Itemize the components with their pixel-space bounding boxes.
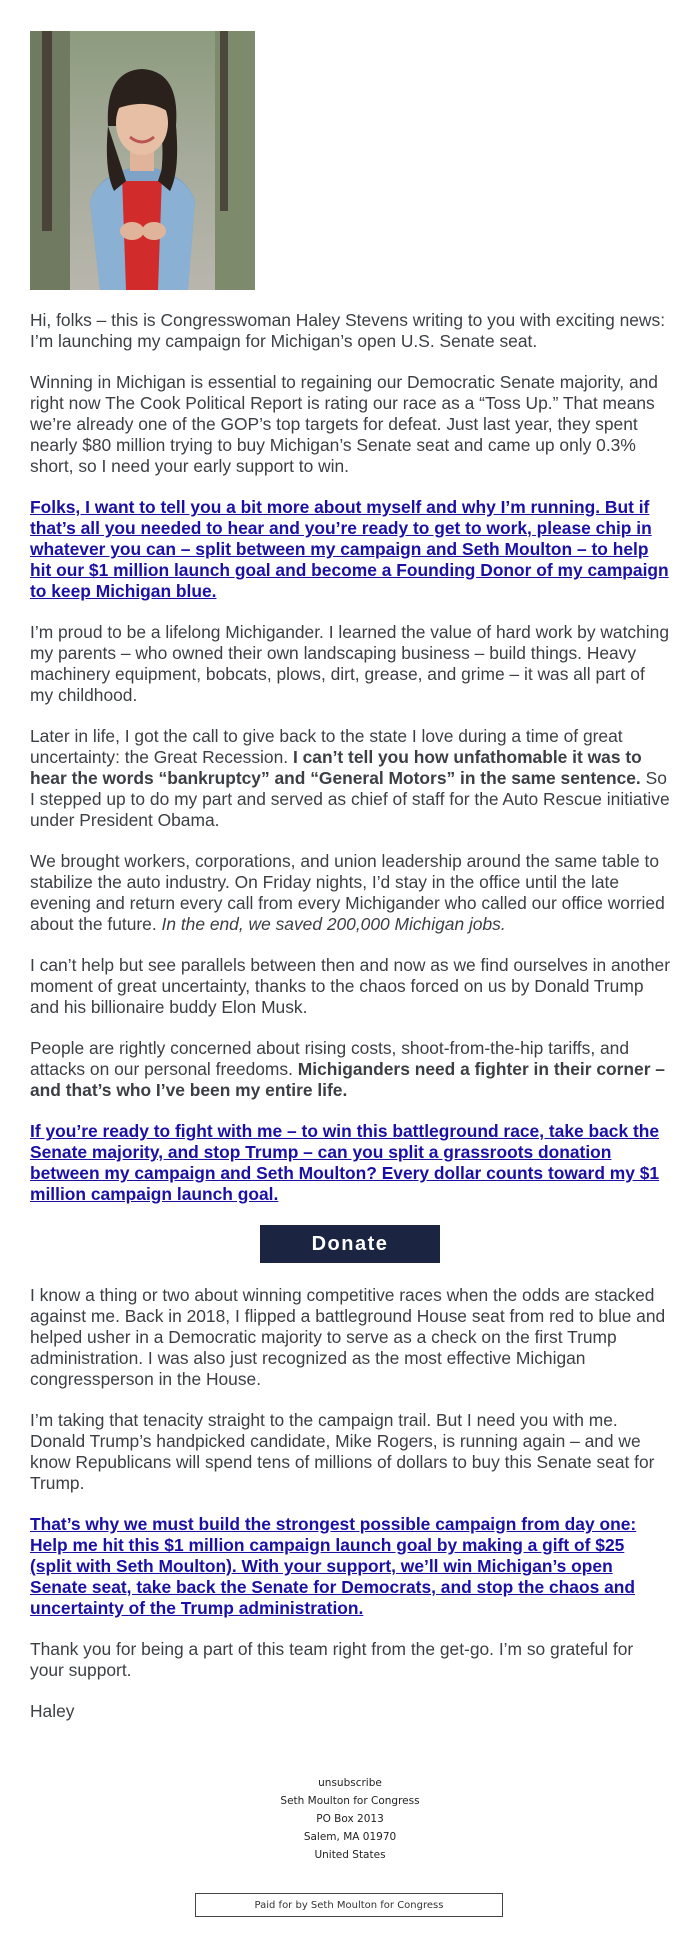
parallels-paragraph: I can’t help but see parallels between then and now as we find ourselves in another moment of great uncertainty, thanks to the chaos forced on us by Donald Trump and his billionaire buddy Elon Musk.: [30, 955, 670, 1017]
auto-industry-emphasis: In the end, we saved 200,000 Michigan jobs.: [161, 914, 506, 934]
footer-country: United States: [314, 1849, 386, 1861]
cta-link-grassroots-donation[interactable]: If you’re ready to fight with me – to win this battleground race, take back the Senate majority, and stop Trump – can you split a grassroots donation between my campaign and Seth Moulton? Every dollar counts toward my $1 million campaign launch goal.: [30, 1121, 660, 1204]
signature: Haley: [30, 1701, 75, 1721]
recession-paragraph: [30, 726, 670, 831]
recession-text: Later in life, I got the call to give back to the state I love during a time of great uncertainty: the Great Recession.: [30, 726, 623, 767]
portrait-photo: [30, 31, 255, 290]
fighter-emphasis: Michiganders need a fighter in their corner – and that’s who I’ve been my entire life.: [30, 1059, 665, 1100]
senate-stakes-paragraph: Winning in Michigan is essential to regaining our Democratic Senate majority, and right now The Cook Political Report is rating our race as a “Toss Up.” That means we’re already one of the GOP’s top targets for defeat. Just last year, they spent nearly $80 million trying to buy Michigan’s Senate seat and came up only 0.3% short, so I need your early support to win.: [30, 372, 658, 476]
donate-button[interactable]: Donate: [260, 1225, 440, 1263]
donate-button-wrapper: [30, 1225, 670, 1263]
campaign-trail-paragraph: I’m taking that tenacity straight to the campaign trail. But I need you with me. Donald Trump’s handpicked candidate, Mike Rogers, is running again – and we know Republicans will spend tens of millions of dollars to buy this Senate seat for Trump.: [30, 1410, 655, 1493]
cta-link-launch-goal[interactable]: Folks, I want to tell you a bit more about myself and why I’m running. But if that’s all you needed to hear and you’re ready to get to work, please chip in whatever you can – split between my campaign and Seth Moulton – to help hit our $1 million launch goal and become a Founding Donor of my campaign to keep Michigan blue.: [30, 497, 669, 601]
auto-industry-text: We brought workers, corporations, and union leadership around the same table to stabilize the auto industry. On Friday nights, I’d stay in the office until the late evening and return every call from every Michigander who called our office worried about the future.: [30, 851, 665, 934]
recession-text-end: So I stepped up to do my part and served as chief of staff for the Auto Rescue initiative under President Obama.: [30, 768, 670, 830]
footer-org: Seth Moulton for Congress: [280, 1795, 420, 1807]
email-body: [30, 31, 670, 1742]
cta-link-gift-25[interactable]: That’s why we must build the strongest possible campaign from day one: Help me hit this $1 million campaign launch goal by making a gift of $25 (split with Seth Moulton). With your support, we’ll win Michigan’s open Senate seat, take back the Senate for Democrats, and stop the chaos and uncertainty of the Trump administration.: [30, 1514, 637, 1618]
fighter-paragraph: [30, 1038, 670, 1101]
footer-po-box: PO Box 2013: [316, 1813, 384, 1825]
footer: [0, 1774, 700, 1864]
thank-you-paragraph: Thank you for being a part of this team right from the get-go. I’m so grateful for your support.: [30, 1639, 634, 1680]
fighter-text: People are rightly concerned about rising costs, shoot-from-the-hip tariffs, and attacks on our personal freedoms.: [30, 1038, 630, 1079]
michigander-paragraph: I’m proud to be a lifelong Michigander. I learned the value of hard work by watching my parents – who owned their own landscaping business – build things. Heavy machinery equipment, bobcats, plows, dirt, grease, and grime – it was all part of my childhood.: [30, 622, 669, 705]
paid-for-disclaimer: Paid for by Seth Moulton for Congress: [195, 1893, 503, 1917]
recession-emphasis: I can’t tell you how unfathomable it was to hear the words “bankruptcy” and “General Motors” in the same sentence.: [30, 747, 642, 788]
unsubscribe-link[interactable]: unsubscribe: [318, 1777, 382, 1789]
auto-industry-paragraph: [30, 851, 670, 935]
footer-city: Salem, MA 01970: [303, 1831, 397, 1843]
intro-paragraph: Hi, folks – this is Congresswoman Haley Stevens writing to you with exciting news: I’m launching my campaign for Michigan’s open U.S. Senate seat.: [30, 310, 666, 351]
winning-races-paragraph: I know a thing or two about winning competitive races when the odds are stacked against me. Back in 2018, I flipped a battleground House seat from red to blue and helped usher in a Democratic majority to serve as a check on the first Trump administration. I was also just recognized as the most effective Michigan congressperson in the House.: [30, 1285, 666, 1389]
